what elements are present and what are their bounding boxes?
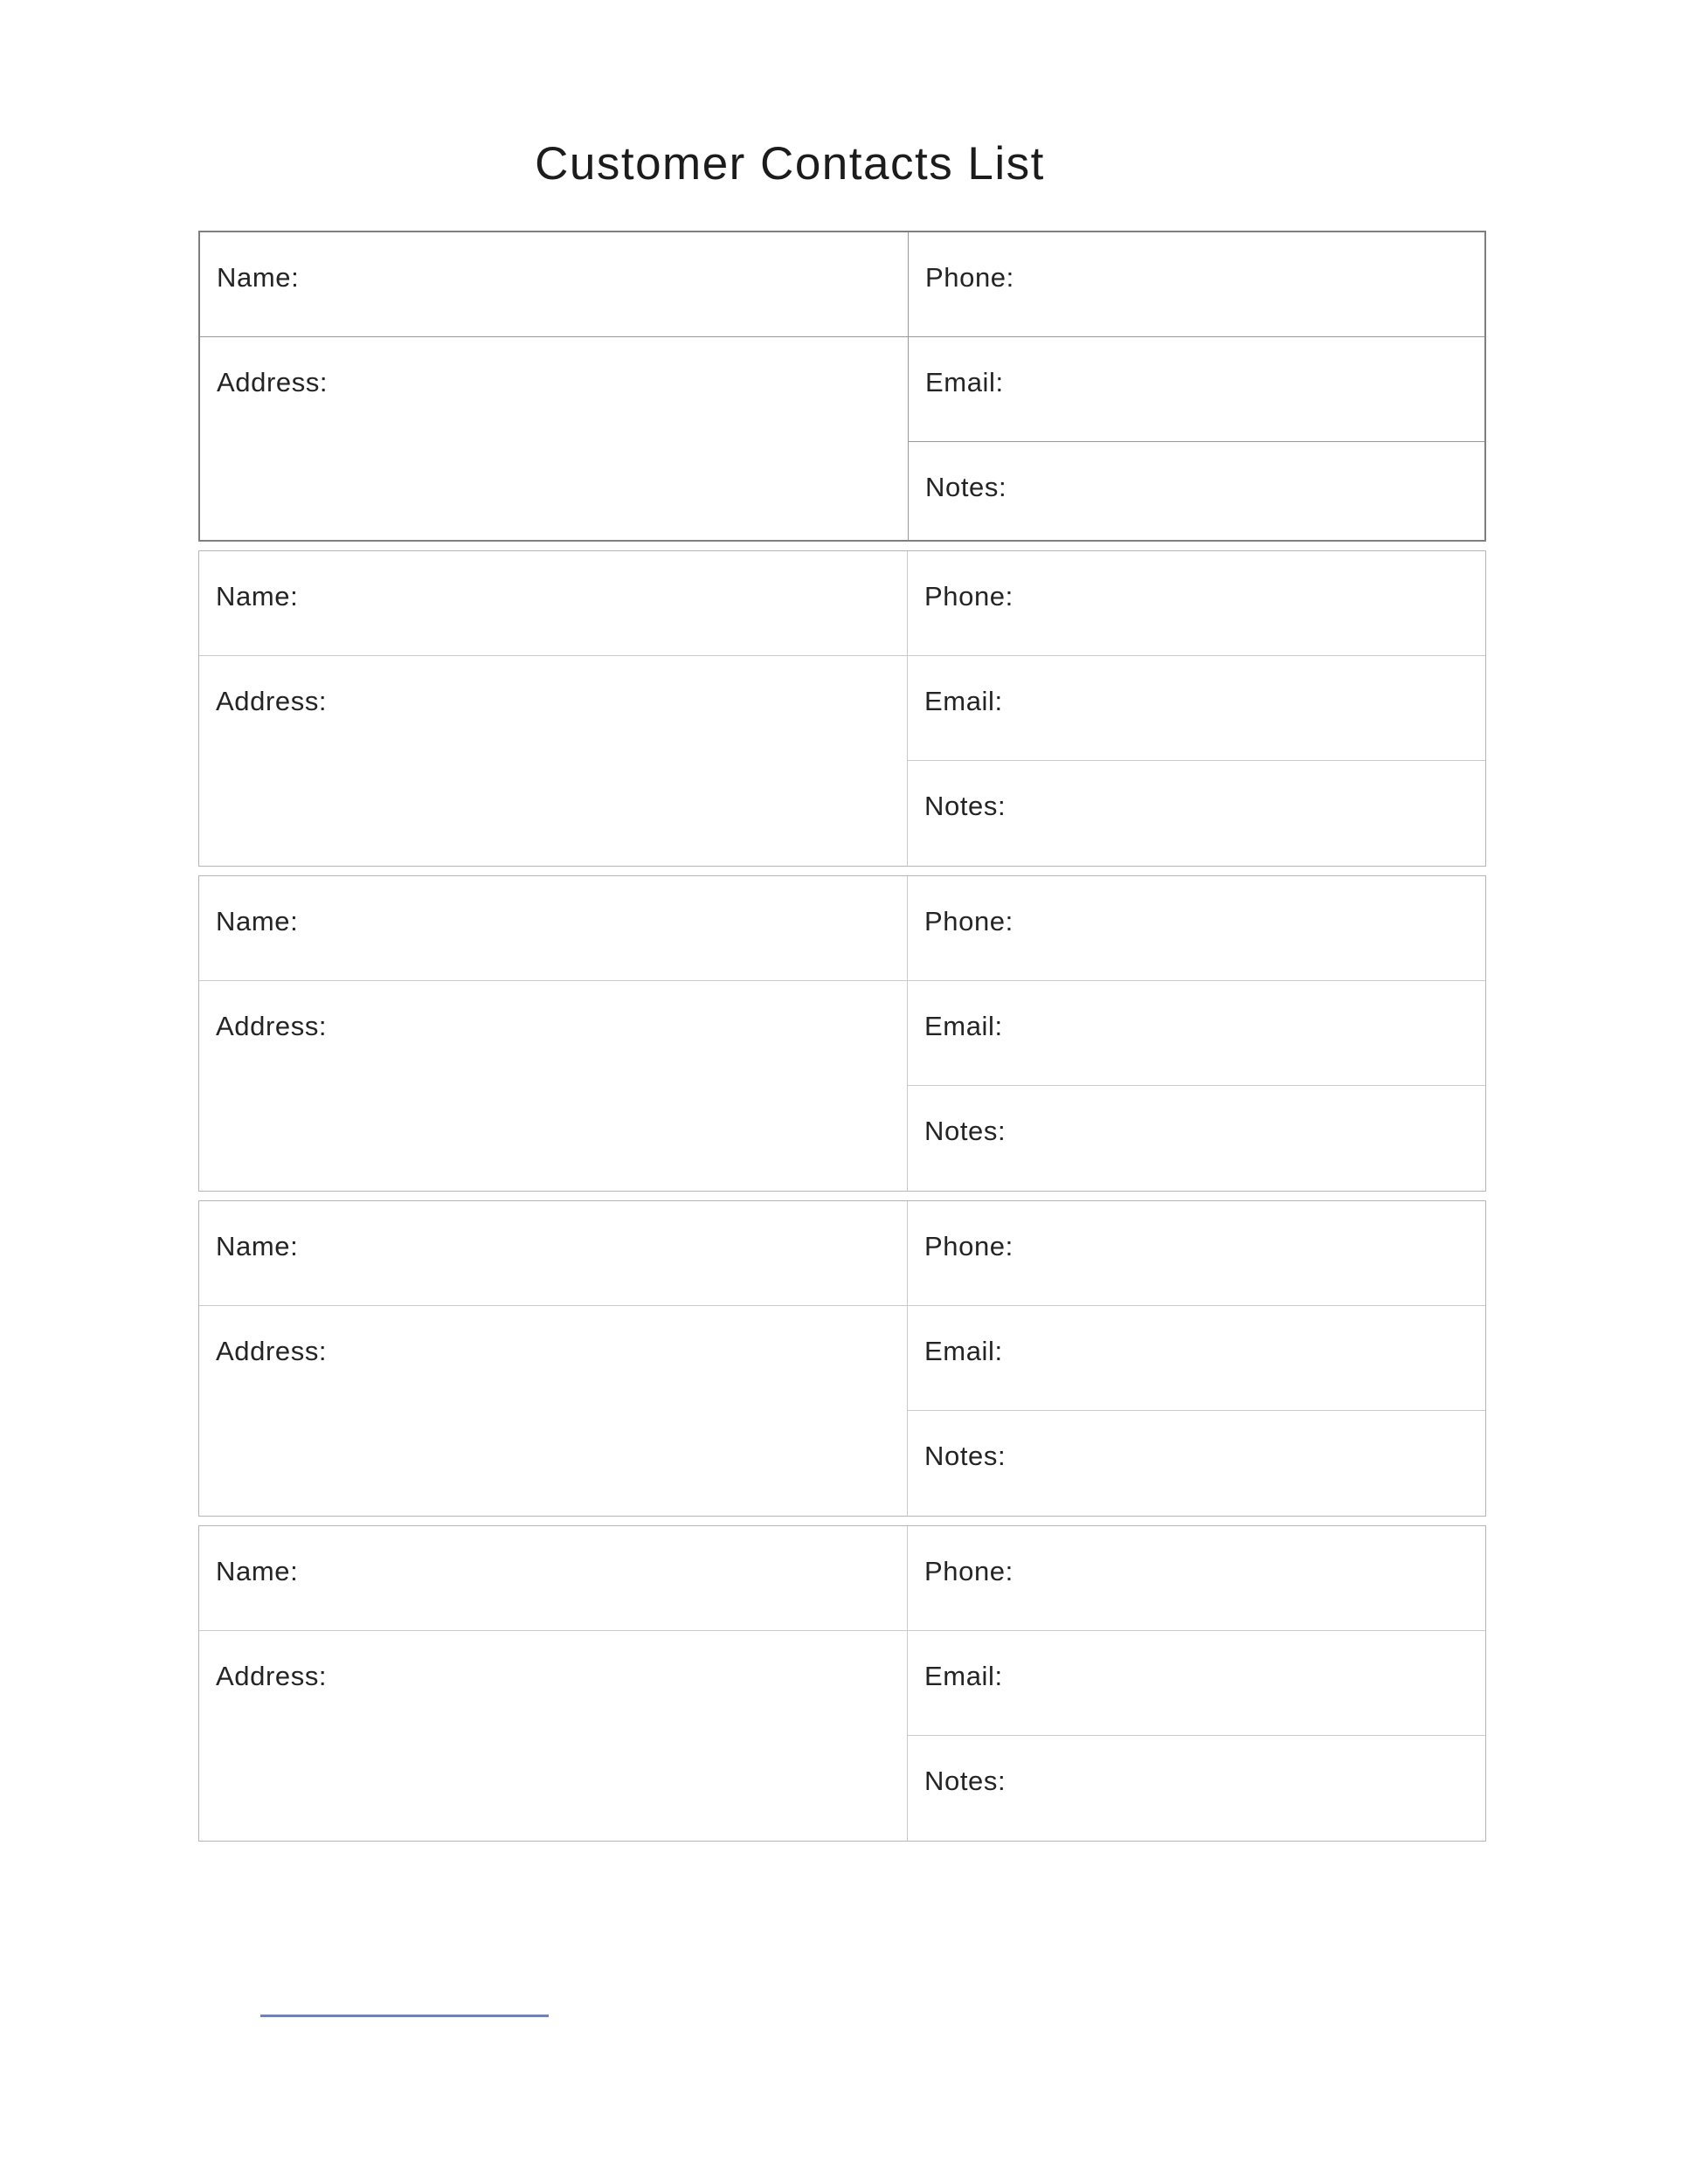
- address-label: Address:: [216, 1011, 328, 1041]
- address-label: Address:: [217, 367, 329, 397]
- address-cell[interactable]: [199, 1631, 908, 1841]
- name-label: Name:: [216, 906, 299, 936]
- notes-cell[interactable]: [908, 761, 1485, 866]
- address-cell[interactable]: [199, 656, 908, 866]
- page-title: Customer Contacts List: [535, 137, 1045, 190]
- address-cell[interactable]: [200, 337, 909, 540]
- phone-label: Phone:: [924, 906, 1013, 936]
- email-label: Email:: [924, 686, 1003, 716]
- phone-cell[interactable]: [908, 1201, 1485, 1306]
- name-label: Name:: [216, 1231, 299, 1261]
- name-cell[interactable]: [199, 551, 908, 656]
- name-label: Name:: [216, 1556, 299, 1586]
- name-cell[interactable]: [199, 1526, 908, 1631]
- address-label: Address:: [216, 1661, 328, 1691]
- address-label: Address:: [216, 1336, 328, 1366]
- phone-cell[interactable]: [908, 551, 1485, 656]
- contact-block: [198, 875, 1486, 1192]
- address-label: Address:: [216, 686, 328, 716]
- phone-label: Phone:: [925, 262, 1014, 293]
- email-cell[interactable]: [909, 337, 1484, 442]
- contact-block: [198, 550, 1486, 867]
- address-cell[interactable]: [199, 981, 908, 1191]
- email-cell[interactable]: [908, 656, 1485, 761]
- address-cell[interactable]: [199, 1306, 908, 1516]
- email-cell[interactable]: [908, 981, 1485, 1086]
- name-label: Name:: [217, 262, 300, 293]
- notes-cell[interactable]: [908, 1086, 1485, 1191]
- email-cell[interactable]: [908, 1306, 1485, 1411]
- notes-label: Notes:: [924, 1441, 1007, 1471]
- email-label: Email:: [924, 1336, 1003, 1366]
- phone-cell[interactable]: [908, 876, 1485, 981]
- footnote-divider-line: [260, 2015, 549, 2017]
- email-label: Email:: [924, 1661, 1003, 1691]
- notes-label: Notes:: [924, 1116, 1007, 1146]
- contact-block: [198, 231, 1486, 542]
- notes-cell[interactable]: [908, 1411, 1485, 1516]
- email-label: Email:: [925, 367, 1004, 397]
- contact-block: [198, 1525, 1486, 1842]
- notes-cell[interactable]: [909, 442, 1484, 540]
- name-cell[interactable]: [199, 1201, 908, 1306]
- contact-block: [198, 1200, 1486, 1517]
- notes-cell[interactable]: [908, 1736, 1485, 1841]
- notes-label: Notes:: [924, 1766, 1007, 1796]
- email-cell[interactable]: [908, 1631, 1485, 1736]
- contact-blocks-container: [198, 231, 1486, 1850]
- phone-label: Phone:: [924, 1556, 1013, 1586]
- email-label: Email:: [924, 1011, 1003, 1041]
- name-cell[interactable]: [199, 876, 908, 981]
- name-label: Name:: [216, 581, 299, 612]
- name-cell[interactable]: [200, 232, 909, 337]
- notes-label: Notes:: [925, 472, 1007, 502]
- phone-cell[interactable]: [909, 232, 1484, 337]
- notes-label: Notes:: [924, 791, 1007, 821]
- phone-label: Phone:: [924, 581, 1013, 612]
- phone-label: Phone:: [924, 1231, 1013, 1261]
- phone-cell[interactable]: [908, 1526, 1485, 1631]
